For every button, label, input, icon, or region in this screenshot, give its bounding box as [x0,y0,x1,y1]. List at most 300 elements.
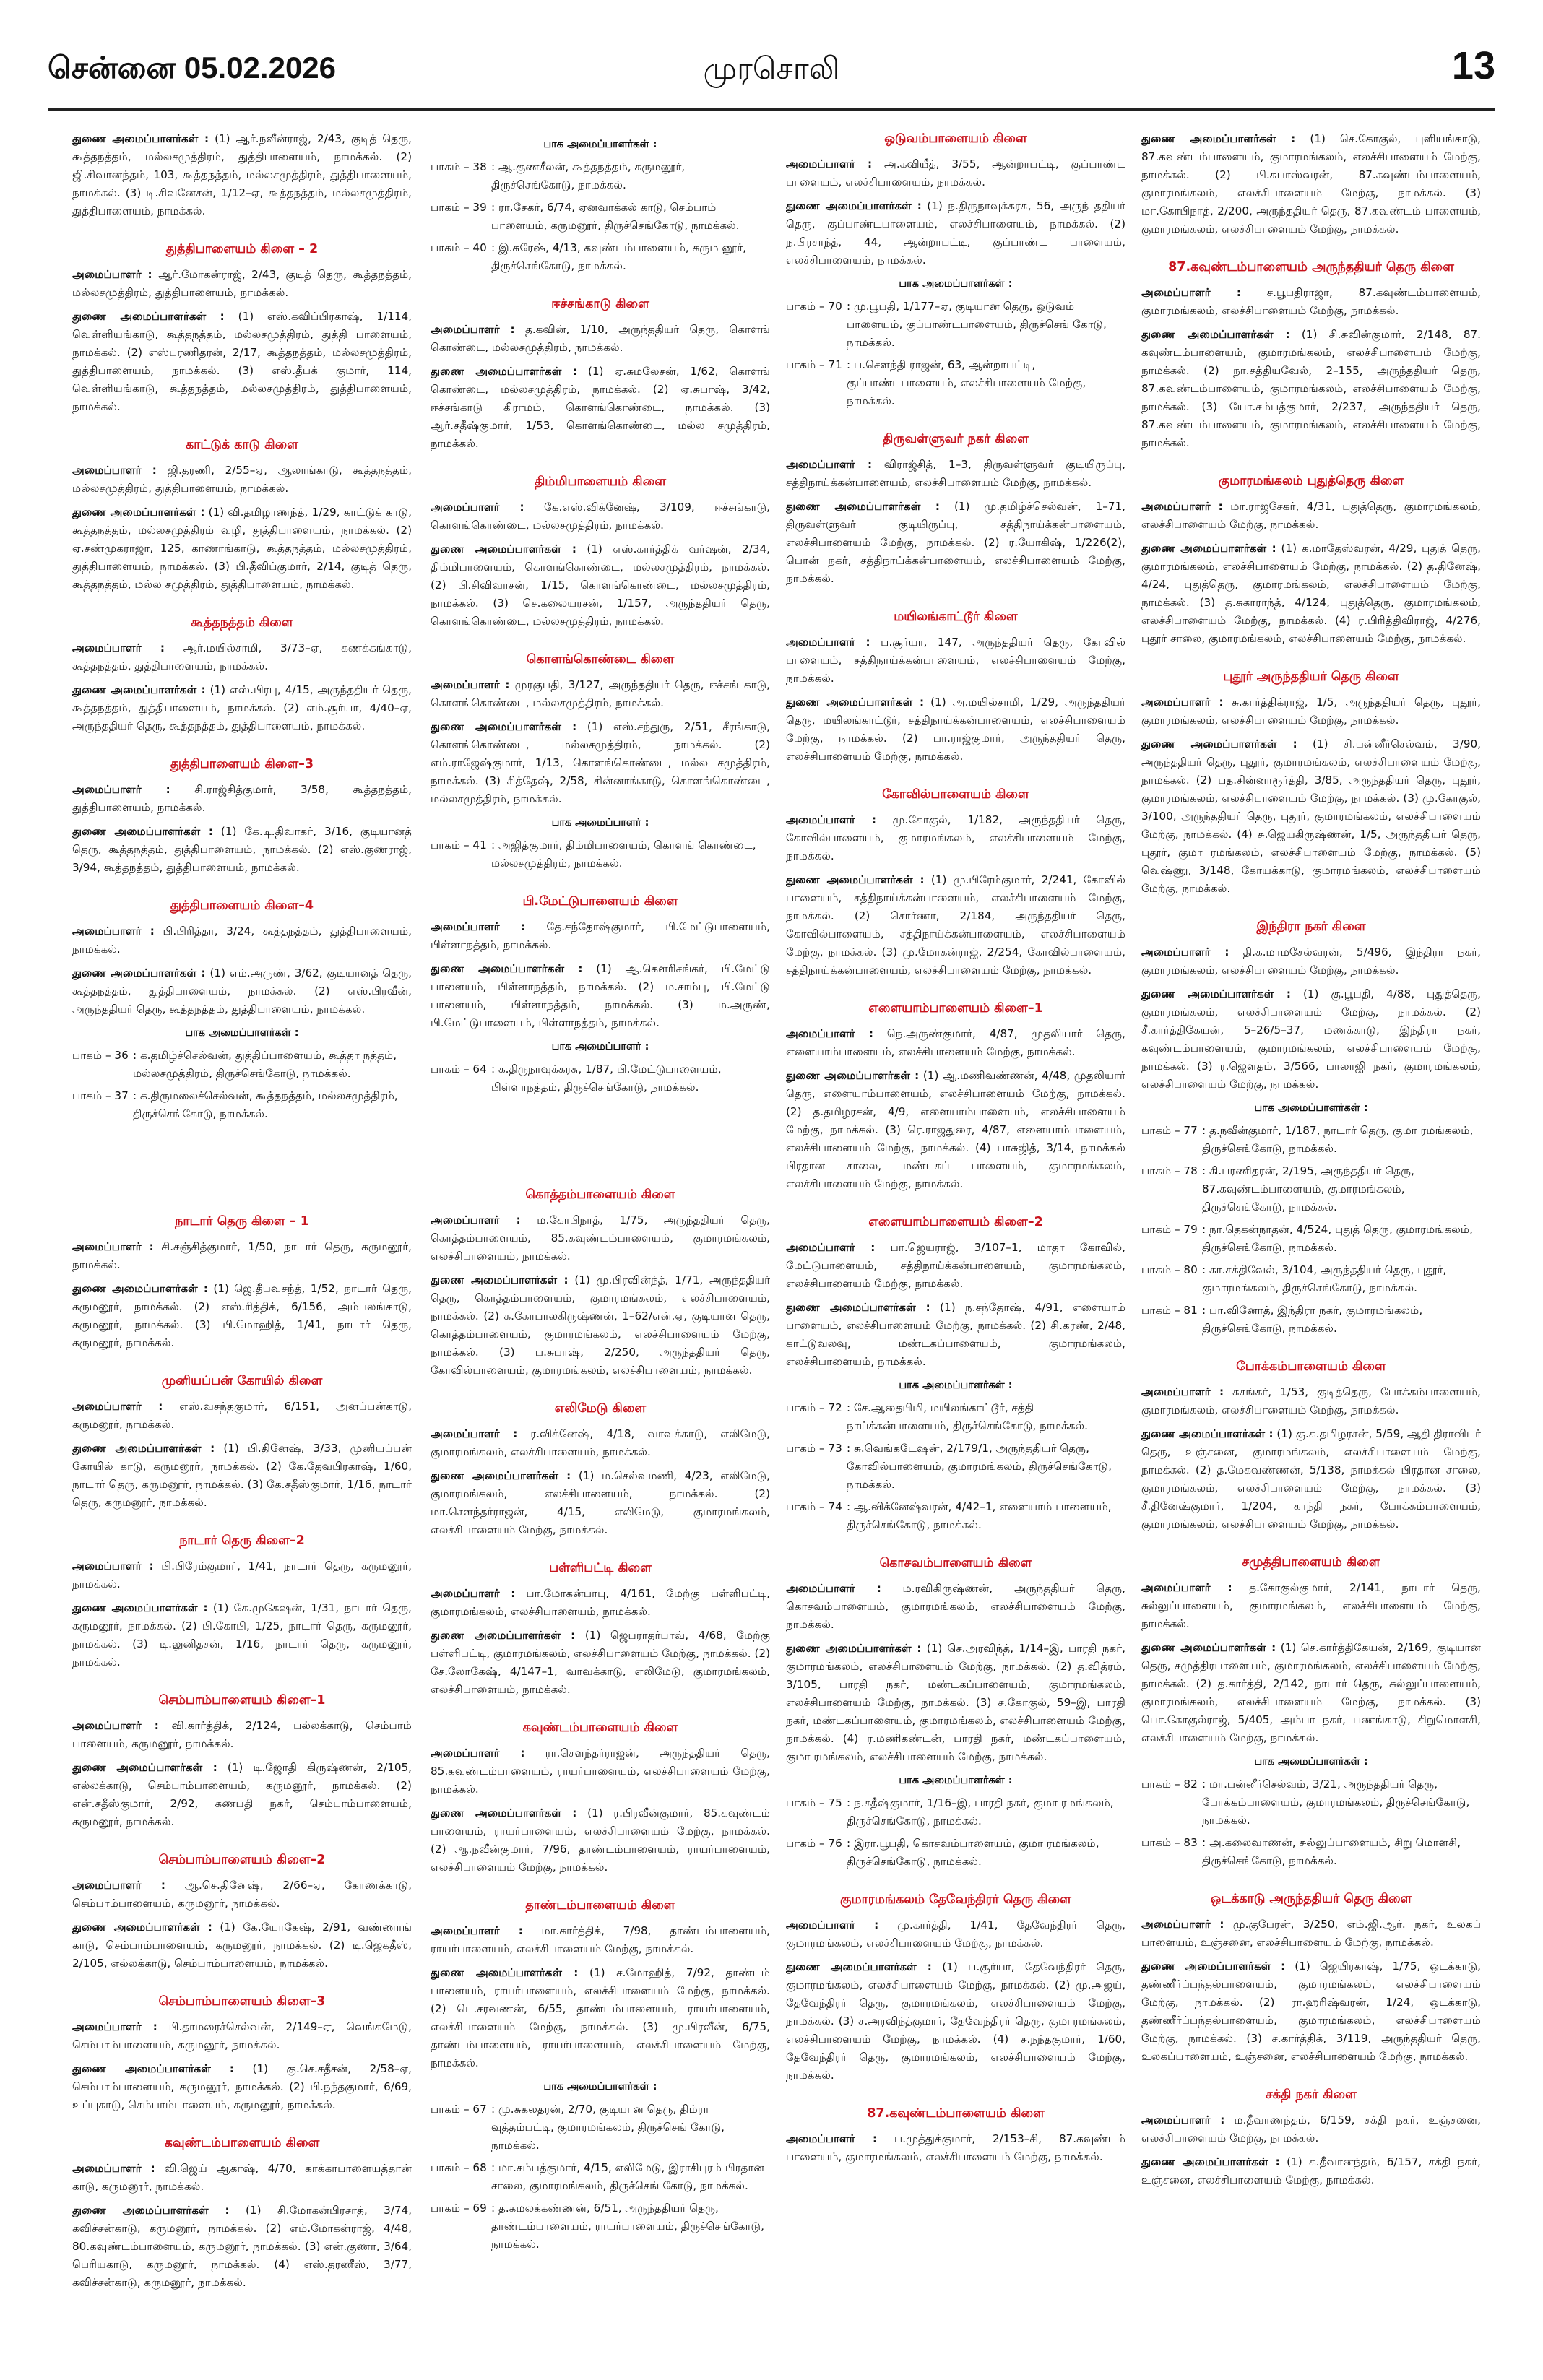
member-entry [786,693,1125,766]
booth-row [1141,1221,1481,1257]
member-entry [1141,985,1481,1094]
member-details: ம.கோபிநாத், 1/75, அருந்ததியர் தெரு, கொத்தம்பாளையம், 85.கவுண்டம்பாளையம், குமாரமங்கலம், எலச்சிபாளையம், நாமக்கல். [431,1213,770,1263]
member-entry [786,498,1125,588]
member-entry [431,1211,770,1265]
role-label: அமைப்பாளர் : [786,157,873,170]
member-details: (1) கு.க.தமிழரசன், 5/59, ஆதி திராவிடர் தெரு, உஞ்சனை, குமாரமங்கலம், எலச்சிபாளையம் மேற்கு, நாமக்கல். (2) த.மேகவண்ணன், 5/138, நாமக்கல் பிரதான சாலை, குமாரமங்கலம், எலச்சிபாளையம் மேற்கு, நாமக்கல். (3) சீ.தினேஷ்குமார், 1/204, காந்தி நகர், போக்கம்பாளையம், குமாரமங்கலம், எலச்சிபாளையம் மேற்கு, நாமக்கல். [1141,1427,1481,1531]
member-entry [431,718,770,808]
branch-heading: துத்திபாளையம் கிளை – 2 [165,242,319,256]
booth-details: : ரா.சேகர், 6/74, ஏனவாக்கல் காடு, செம்பாம் பாளையம், கருமனூர், திருச்செங்கோடு, நாமக்கல். [491,201,740,232]
member-entry [1141,498,1481,534]
member-details: (1) எஸ்.கவிப்பிரகாஷ், 1/114, வெள்ளியங்காடு, கூத்தநத்தம், மல்லசமுத்திரம், துத்தி பாளையம், நாமக்கல். (2) எஸ்பரணிதரன், 2/17, கூத்தநத்தம், மல்லசமுத்திரம், துத்திபாளையம், நாமக்கல். (3) எஸ்.தீபக் குமார், 114, வெள்ளியங்காடு, கூத்தநத்தம், மல்லசமுத்திரம், துத்திபாளையம், நாமக்கல். [72,310,412,413]
booth-number: பாகம் – 41 [431,839,487,852]
role-label: துணை அமைப்பாளர்கள் : [1141,1960,1286,1973]
member-entry [786,456,1125,492]
role-label: அமைப்பாளர் : [1141,286,1241,299]
member-details: முரகுபதி, 3/127, அருந்ததியர் தெரு, ஈச்சங் காடு, கொளங்கொண்டை, மல்லசமுத்திரம், நாமக்கல். [431,678,770,709]
booth-number: பாகம் – 40 [431,241,487,254]
branch-heading: கொசவம்பாளையம் கிளை [879,1556,1032,1570]
member-entry [786,1958,1125,2085]
member-entry [1141,1957,1481,2066]
member-details: (1) எஸ்.பிரபு, 4/15, அருந்ததியர் தெரு, கூத்தநத்தம், துத்திபாளையம், நாமக்கல். (2) எம்.சூர்யா, 4/40–ஏ, அருந்ததியர் தெரு, கூத்தநத்தம், துத்திபாளையம், நாமக்கல். [72,683,412,732]
member-entry [72,781,412,817]
booth-row [786,1498,1125,1534]
header-divider [48,108,1495,111]
role-label: துணை அமைப்பாளர்கள் : [72,683,206,696]
role-label: அமைப்பாளர் : [431,1427,518,1440]
booth-number: பாகம் – 67 [431,2103,487,2116]
booth-row [431,239,770,275]
booth-details: : சு.வெங்கடேஷன், 2/179/1, அருந்ததியர் தெரு, கோவில்பாளையம், குமாரமங்கலம், திருச்செங்கோடு, நாமக்கல். [847,1442,1112,1491]
member-entry [72,1599,412,1671]
role-label: அமைப்பாளர் : [1141,945,1229,959]
member-details: அ.கவியீத், 3/55, ஆன்றாபட்டி, குப்பாண்ட பாளையம், எலச்சிபாளையம், நாமக்கல். [786,157,1125,189]
member-entry [786,197,1125,269]
member-entry [1141,1639,1481,1747]
member-entry [72,2060,412,2114]
role-label: அமைப்பாளர் : [786,1027,874,1040]
booth-row [431,2199,770,2254]
booth-number: பாகம் – 78 [1141,1164,1198,1177]
member-entry [72,1238,412,1274]
branch-heading: கவுண்டம்பாளையம் கிளை [522,1721,678,1735]
booth-row [431,158,770,194]
booth-number: பாகம் – 64 [431,1063,487,1076]
role-label: துணை அமைப்பாளர்கள் : [431,542,576,555]
role-label: துணை அமைப்பாளர்கள் : [72,1761,217,1774]
booth-number: பாகம் – 77 [1141,1124,1198,1137]
member-details: தி.க.மாமசேல்வரன், 5/496, இந்திரா நகர், குமாரமங்கலம், எலச்சிபாளையம் மேற்கு, நாமக்கல். [1141,945,1481,977]
booth-number: பாகம் – 73 [786,1442,842,1455]
member-entry [72,1759,412,1831]
booth-number: பாகம் – 80 [1141,1263,1198,1276]
member-details: (1) ம.செல்வமணி, 4/23, எலிமேடு, குமாரமங்கலம், எலச்சிபாளையம், நாமக்கல். (2) மா.சௌந்தர்ராஜன், 4/15, எலிமேடு, குமாரமங்கலம், எலச்சிபாளையம் மேற்கு, நாமக்கல். [431,1469,770,1536]
branch-heading: முனியப்பன் கோயில் கிளை [161,1374,323,1388]
member-details: மு.கோகுல், 1/182, அருந்ததியர் தெரு, கோவில்பாளையம், குமாரமங்கலம், எலச்சிபாளையம் மேற்கு, நாமக்கல். [786,813,1125,862]
member-details: வி.கார்த்திக், 2/124, பல்லக்காடு, செம்பாம் பாளையம், கருமனூர், நாமக்கல். [72,1719,412,1750]
role-label: அமைப்பாளர் : [1141,2113,1225,2126]
member-details: (1) செ.அரவிந்த், 1/14–இ, பாரதி நகர், குமாரமங்கலம், எலச்சிபாளையம் மேற்கு, நாமக்கல். (2) த.வித்ரம், 3/105, பாரதி நகர், மண்டகப்பாளையம், குமாரமங்கலம், எலச்சிபாளையம் மேற்கு, நாமக்கல். (3) ச.கோகுல், 59–இ, பாரதி நகர், மண்டகப்பாளையம், குமாரமங்கலம், எலச்சிபாளையம் மேற்கு, நாமக்கல். (4) ர.மணிகண்டன், பாரதி நகர், மண்டகப்பாளையம், குமா ரமங்கலம், எலச்சிபாளையம் மேற்கு, நாமக்கல். [786,1642,1125,1763]
branch-heading: பள்ளிபட்டி கிளை [549,1561,652,1575]
member-entry [72,964,412,1018]
booth-row [786,356,1125,410]
member-details: வி.ஜெய் ஆகாஷ், 4/70, காக்காபாளையத்தான் காடு, கருமனூர், நாமக்கல். [72,2162,412,2193]
role-label: அமைப்பாளர் : [431,920,526,933]
member-details: (1) ஜெபராதர்பாவ், 4/68, மேற்கு பள்ளிபட்டி, குமாரமங்கலம், எலச்சிபாளையம் மேற்கு, நாமக்கல். (2) சே.லோகேஷ், 4/147–1, வாவக்காடு, எலிமேடு, குமாரமங்கலம், எலச்சிபாளையம், நாமக்கல். [431,1629,770,1696]
branch-heading: காட்டுக் காடு கிளை [186,438,298,452]
member-details: ஜி.தரணி, 2/55–ஏ, ஆலாங்காடு, கூத்தநத்தம், மல்லசமுத்திரம், துத்திபாளையம், நாமக்கல். [72,464,412,495]
branch-heading: எளையாம்பாளையம் கிளை–1 [868,1001,1043,1016]
role-label: அமைப்பாளர் : [786,813,876,826]
role-label: அமைப்பாளர் : [1141,696,1224,709]
branch-heading: சக்தி நகர் கிளை [1266,2087,1357,2102]
role-label: துணை அமைப்பாளர்கள் : [786,1960,932,1973]
booth-details: : சே.ஆதைபிமி, மயிலங்காட்டூர், சத்தி நாய்க்கன்பாளையம், திருச்செங்கோடு, நாமக்கல். [847,1401,1088,1432]
edition-date: சென்னை 05.02.2026 [48,51,337,85]
subsection-label: பாக அமைப்பாளர் : [551,817,649,828]
member-entry [1141,1383,1481,1419]
role-label: அமைப்பாளர் : [431,1213,521,1226]
role-label: அமைப்பாளர் : [72,1719,159,1732]
role-label: துணை அமைப்பாளர்கள் : [1141,132,1296,145]
member-details: எஸ்.வசந்தகுமார், 6/151, அனப்பன்காடு, கருமனூர், நாமக்கல். [72,1400,412,1431]
member-details: த.கவின், 1/10, அருந்ததியர் தெரு, கொளங் கொண்டை, மல்லசமுத்திரம், நாமக்கல். [431,323,770,354]
role-label: அமைப்பாளர் : [72,1400,163,1413]
booth-details: : க.தமிழ்ச்செல்வன், துத்திப்பாளையம், கூத்தா நத்தம், மல்லசமுத்திரம், திருச்செங்கோடு, நாமக்கல். [133,1049,397,1080]
branch-heading: நாடார் தெரு கிளை–2 [179,1533,305,1548]
role-label: அமைப்பாளர் : [72,1559,154,1572]
member-entry [1141,284,1481,320]
role-label: துணை அமைப்பாளர்கள் : [786,500,940,513]
member-details: (1) மு.பிரேம்குமார், 2/241, கோவில் பாளையம், சத்திநாய்க்கன்பாளையம், எலச்சிபாளையம் மேற்கு, நாமக்கல். (2) சொர்ணா, 2/184, அருந்ததியர் தெரு, கோவில்பாளையம், சத்திநாய்க்கன்பாளையம், எலச்சிபாளையம் மேற்கு, நாமக்கல். (3) மு.மோகன்ராஜ், 2/254, கோவில்பாளையம், சத்திநாய்க்கன்பாளையம், எலச்சிபாளையம் மேற்கு, நாமக்கல். [786,873,1125,977]
booth-details: : த.நவீன்குமார், 1/187, நாடார் தெரு, குமா ரமங்கலம், திருச்செங்கோடு, நாமக்கல். [1202,1124,1474,1155]
member-entry [431,363,770,453]
member-details: சி.சஞ்சித்குமார், 1/50, நாடார் தெரு, கருமனூர், நாமக்கல். [72,1240,412,1271]
booth-number: பாகம் – 69 [431,2202,487,2215]
member-entry [431,1585,770,1621]
role-label: துணை அமைப்பாளர்கள் : [1141,2155,1280,2168]
member-entry [431,1425,770,1461]
role-label: துணை அமைப்பாளர்கள் : [72,2062,234,2075]
member-entry [72,2160,412,2196]
branch-heading: செம்பாம்பாளையம் கிளை–2 [158,1853,326,1867]
member-entry [786,155,1125,191]
branch-heading: மயிலங்காட்டூர் கிளை [894,610,1018,624]
role-label: அமைப்பாளர் : [1141,1385,1224,1398]
member-entry [72,639,412,675]
role-label: துணை அமைப்பாளர்கள் : [786,696,925,709]
branch-heading: கவுண்டம்பாளையம் கிளை [164,2136,320,2150]
member-details: (1) ப.சூர்யா, தேவேந்திரர் தெரு, குமாரமங்கலம், எலச்சிபாளையம் மேற்கு, நாமக்கல். (2) மு.அஜய், தேவேந்திரர் தெரு, குமாரமங்கலம், எலச்சிபாளையம் மேற்கு, நாமக்கல். (3) ச.அரவிந்த்குமார், தேவேந்திரர் தெரு, குமாரமங்கலம், எலச்சிபாளையம் மேற்கு, நாமக்கல். (4) ச.நந்தகுமார், 1/60, தேவேந்திரர் தெரு, குமாரமங்கலம், எலச்சிபாளையம் மேற்கு, நாமக்கல். [786,1960,1125,2082]
member-entry [431,918,770,954]
member-entry [1141,943,1481,979]
member-entry [72,1398,412,1434]
booth-number: பாகம் – 74 [786,1500,842,1513]
booth-details: : இ.சுரேஷ், 4/13, கவுண்டம்பாளையம், கரும னூர், திருச்செங்கோடு, நாமக்கல். [491,241,747,272]
member-entry [72,1557,412,1593]
member-details: (1) கு.செ.சதீசன், 2/58–ஏ, செம்பாம்பாளையம், கருமனூர், நாமக்கல். (2) பி.நந்தகுமார், 6/69, உப்புகாடு, செம்பாம்பாளையம், கருமனூர், நாமக்கல். [72,2062,412,2111]
member-details: (1) பி.தினேஷ், 3/33, முனியப்பன் கோயில் காடு, கருமனூர், நாமக்கல். (2) கே.தேவபிரகாஷ், 1/60, நாடார் தெரு, கருமனூர், நாமக்கல். (3) கே.சதீஸ்குமார், 1/16, நாடார் தெரு, கருமனூர், நாமக்கல். [72,1442,412,1509]
booth-row [786,1835,1125,1871]
role-label: துணை அமைப்பாளர்கள் : [431,962,583,975]
member-details: விராஜ்சித், 1–3, திருவள்ளுவர் குடியிருப்பு, சத்திநாய்க்கன்பாளையம், எலச்சிபாளையம் மேற்கு, நாமக்கல். [786,458,1125,489]
booth-details: : மா.பன்னீர்செல்வம், 3/21, அருந்ததியர் தெரு, போக்கம்பாளையம், குமாரமங்கலம், திருச்செங்கோடு, நாமக்கல். [1202,1778,1470,1827]
role-label: அமைப்பாளர் : [786,1241,876,1254]
role-label: துணை அமைப்பாளர்கள் : [72,1442,215,1455]
member-details: ஆர்.மோகன்ராஜ், 2/43, குடித் தெரு, கூத்தநத்தம், மல்லசமுத்திரம், துத்திபாளையம், நாமக்கல். [72,268,412,299]
booth-row [431,199,770,235]
member-details: பா.மோகன்பாபு, 4/161, மேற்கு பள்ளிபட்டி, குமாரமங்கலம், எலச்சிபாளையம், நாமக்கல். [431,1587,770,1618]
booth-number: பாகம் – 75 [786,1796,842,1809]
page-header [48,43,1495,94]
member-details: மா.கார்த்திக், 7/98, தாண்டம்பாளையம், ராயர்பாளையம், எலச்சிபாளையம் மேற்கு, நாமக்கல். [431,1924,770,1955]
booth-number: பாகம் – 71 [786,358,842,371]
booth-details: : இரா.பூபதி, கொசவம்பாளையம், குமா ரமங்கலம், திருச்செங்கோடு, நாமக்கல். [847,1837,1099,1868]
member-details: (1) ஆர்.நவீன்ராஜ், 2/43, குடித் தெரு, கூத்தநத்தம், மல்லசமுத்திரம், துத்திபாளையம், நாமக்கல். (2) ஜி.சிவானந்தம், 103, கூத்தநத்தம், மல்லசமுத்திரம், துத்திபாளையம், நாமக்கல். (3) டி.சிவனேசன், 1/12–ஏ, கூத்தநத்தம், மல்லசமுத்திரம், துத்திபாளையம், நாமக்கல். [72,132,412,217]
booth-details: : க.திருமலைச்செல்வன், கூத்தநத்தம், மல்லசமுத்திரம், திருச்செங்கோடு, நாமக்கல். [133,1089,398,1120]
subsection-label: பாக அமைப்பாளர்கள் : [899,1775,1013,1786]
role-label: துணை அமைப்பாளர்கள் : [431,1273,569,1286]
booth-number: பாகம் – 37 [72,1089,129,1102]
member-entry [72,1440,412,1512]
role-label: அமைப்பாளர் : [1141,500,1223,513]
branch-heading: பி.மேட்டுபாளையம் கிளை [522,894,678,909]
member-entry [1141,735,1481,898]
member-details: (1) செ.கோகுல், புளியங்காடு, 87.கவுண்டம்பாளையம், குமாரமங்கலம், எலச்சிபாளையம் மேற்கு, நாமக்கல். (2) பி.சுபாஸ்வரன், 87.கவுண்டம்பாளையம், குமாரமங்கலம், எலச்சிபாளையம் மேற்கு, நாமக்கல். (3) மா.கோபிநாத், 2/200, அருந்ததியர் தெரு, 87.கவுண்டம் பாளையம், குமாரமங்கலம், எலச்சிபாளையம் மேற்கு, நாமக்கல். [1141,132,1481,235]
member-details: ஆர்.மயில்சாமி, 3/73–ஏ, கணக்கங்காடு, கூத்தநத்தம், துத்திபாளையம், நாமக்கல். [72,641,412,672]
member-details: (1) க.மாதேஸ்வரன், 4/29, புதுத் தெரு, குமாரமங்கலம், எலச்சிபாளையம் மேற்கு, நாமக்கல். (2) த.தினேஷ், 4/24, புதுத்தெரு, குமாரமங்கலம், எலச்சிபாளையம் மேற்கு, நாமக்கல். (3) த.சுகாராந்த், 4/124, புதுத்தெரு, குமாரமங்கலம், எலச்சிபாளையம் மேற்கு, நாமக்கல். (4) ர.பிரித்திவிராஜ், 4/276, புதூர் சாலை, குமாரமங்கலம், எலச்சிபாளையம் மேற்கு, நாமக்கல். [1141,542,1481,645]
booth-row [431,836,770,873]
subsection-label: பாக அமைப்பாளர் : [551,1041,649,1052]
member-details: (1) ஜெயிரகாஷ், 1/75, ஒடக்காடு, தண்ணீர்ப்பந்தல்பாளையம், குமாரமங்கலம், எலச்சிபாளையம் மேற்கு, நாமக்கல். (2) ரா.ஹரிஷ்வரன், 1/24, ஒடக்காடு, தண்ணீர்ப்பந்தல்பாளையம், குமாரமங்கலம், எலச்சிபாளையம் மேற்கு, நாமக்கல். (3) ச.கார்த்திக், 3/119, அருந்ததியர் தெரு, உலகப்பாளையம், உஞ்சனை, எலச்சிபாளையம் மேற்கு, நாமக்கல். [1141,1960,1481,2063]
column-3 [786,130,1125,2362]
role-label: அமைப்பாளர் : [431,1747,525,1760]
role-label: அமைப்பாளர் : [431,678,510,691]
member-entry [431,498,770,535]
member-entry [72,308,412,416]
booth-number: பாகம் – 38 [431,160,487,173]
subsection-label: பாக அமைப்பாளர்கள் : [185,1027,299,1039]
booth-details: : ந.சதீஷ்குமார், 1/16–இ, பாரதி நகர், குமா ரமங்கலம், திருச்செங்கோடு, நாமக்கல். [847,1796,1114,1827]
booth-row [1141,1261,1481,1297]
member-details: கே.எஸ்.விக்னேஷ், 3/109, ஈச்சங்காடு, கொளங்கொண்டை, மல்லசமுத்திரம், நாமக்கல். [431,501,770,532]
member-details: (1) சி.மோகன்பிரசாத், 3/74, கவிச்சன்காடு, கருமனூர், நாமக்கல். (2) எம்.மோகன்ராஜ், 4/48, 80.கவுண்டம்பாளையம், கருமனூர், நாமக்கல். (3) என்.குணா, 3/64, பெரியகாடு, கருமனூர், நாமக்கல். (4) எஸ்.தரணீஸ், 3/77, கவிச்சன்காடு, கருமனூர், நாமக்கல். [72,2204,412,2289]
role-label: துணை அமைப்பாளர்கள் : [72,2204,230,2217]
member-details: (1) கே.யோகேஷ், 2/91, வண்ணாங் காடு, செம்பாம்பாளையம், கருமனூர், நாமக்கல். (2) டி.ஜெகதீஸ், 2/105, எல்லக்காடு, செம்பாம்பாளையம், நாமக்கல். [72,1921,412,1970]
member-details: ஆ.செ.தினேஷ், 2/66–ஏ, கோணக்காடு, செம்பாம்பாளையம், கருமனூர், நாமக்கல். [72,1879,412,1910]
role-label: துணை அமைப்பாளர்கள் : [786,1069,920,1082]
role-label: துணை அமைப்பாளர்கள் : [1141,1427,1274,1440]
member-details: சுசங்கர், 1/53, குடித்தெரு, போக்கம்பாளையம், குமாரமங்கலம், எலச்சிபாளையம் மேற்கு, நாமக்கல். [1141,1385,1481,1416]
member-details: (1) ஆ.கௌரிசங்கர், பி.மேட்டு பாளையம், பிள்ளாநத்தம், நாமக்கல். (2) ம.சாம்பு, பி.மேட்டு பாளையம், பிள்ளாநத்தம், நாமக்கல். (3) ம.அருண், பி.மேட்டுபாளையம், பிள்ளாநத்தம், நாமக்கல். [431,962,770,1029]
column-4 [1141,130,1481,2362]
role-label: அமைப்பாளர் : [431,1924,523,1937]
member-entry [72,1877,412,1913]
branch-heading: ஒடுவம்பாளையம் கிளை [884,131,1027,146]
member-details: (1) சி.சுவின்குமார், 2/148, 87. கவுண்டம்பாளையம், குமாரமங்கலம், எலச்சிபாளையம் மேற்கு, நாமக்கல். (2) நா.சத்தியவேல், 2–155, அருந்ததியர் தெரு, 87.கவுண்டம்பாளையம், குமாரமங்கலம், எலச்சிபாளையம் மேற்கு, நாமக்கல். (3) யோ.சம்பத்குமார், 2/237, அருந்ததியர் தெரு, 87.கவுண்டம்பாளையம், குமாரமங்கலம், எலச்சிபாளையம் மேற்கு, நாமக்கல். [1141,328,1481,449]
booth-row [786,1794,1125,1830]
member-entry [786,1580,1125,1634]
branch-heading: இந்திரா நகர் கிளை [1256,919,1366,934]
role-label: அமைப்பாளர் : [431,501,524,514]
booth-details: : த.கமலக்கண்ணன், 6/51, அருந்ததியர் தெரு, தாண்டம்பாளையம், ராயர்பாளையம், திருச்செங்கோடு, நாமக்கல். [491,2202,764,2251]
member-details: நெ.அருண்குமார், 4/87, முதலியார் தெரு, எளையாம்பாளையம், எலச்சிபாளையம் மேற்கு, நாமக்கல். [786,1027,1125,1058]
member-entry [786,1640,1125,1766]
member-entry [72,1280,412,1352]
role-label: துணை அமைப்பாளர்கள் : [1141,542,1276,555]
member-entry [72,266,412,302]
subsection-label: பாக அமைப்பாளர்கள் : [1254,1756,1368,1767]
role-label: துணை அமைப்பாளர்கள் : [72,1282,208,1295]
column-gap [431,1101,770,1166]
role-label: துணை அமைப்பாளர்கள் : [431,1806,577,1819]
booth-number: பாகம் – 81 [1141,1304,1198,1317]
booth-row [431,2159,770,2195]
branch-heading: திம்மிபாளையம் கிளை [534,475,667,489]
booth-row [786,1440,1125,1494]
subsection-label: பாக அமைப்பாளர்கள் : [543,139,657,150]
booth-details: : கா.சக்திவேல், 3/104, அருந்ததியர் தெரு, புதூர், குமாரமங்கலம், திருச்செங்கோடு, நாமக்கல். [1202,1263,1447,1294]
role-label: துணை அமைப்பாளர்கள் : [1141,328,1290,341]
member-entry [1141,326,1481,452]
role-label: அமைப்பாளர் : [72,2162,155,2175]
member-details: (1) செ.கார்த்திகேயன், 2/169, குடியான தெரு, சமுத்திரபாளையம், குமாரமங்கலம், எலச்சிபாளையம் மேற்கு, நாமக்கல். (2) த.கார்த்தி, 2/142, நாடார் தெரு, சுல்லுப்பாளையம், குமாரமங்கலம், எலச்சிபாளையம் மேற்கு, நாமக்கல். (3) பொ.கோகுல்ராஜ், 5/405, அம்பா நகர், பணங்காடு, சிறுமொளசி, எலச்சிபாளையம் மேற்கு, நாமக்கல். [1141,1641,1481,1744]
member-details: (1) சி.பன்னீர்செல்வம், 3/90, அருந்ததியர் தெரு, புதூர், குமாரமங்கலம், எலச்சிபாளையம் மேற்கு, நாமக்கல். (2) பத.சின்னாரூர்த்தி, 3/85, அருந்ததியர் தெரு, புதூர், குமாரமங்கலம், எலச்சிபாளையம் மேற்கு, நாமக்கல். (3) மு.கோகுல், 3/100, அருந்ததியர் தெரு, புதூர், குமாரமங்கலம், எலச்சிபாளையம் மேற்கு, நாமக்கல். (4) சு.ஜெயகிருஷ்ணன், 1/5, அருந்ததியர் தெரு, புதூர், குமா ரமங்கலம், எலச்சிபாளையம் மேற்கு, நாமக்கல். (5) வெஷ்ணு, 3/148, கோயக்காடு, குமாரமங்கலம், எலச்சிபாளையம் மேற்கு, நாமக்கல். [1141,737,1481,895]
booth-number: பாகம் – 79 [1141,1223,1198,1236]
role-label: அமைப்பாளர் : [1141,1918,1224,1931]
branch-heading: கொத்தம்பாளையம் கிளை [525,1187,675,1202]
booth-row [72,1087,412,1123]
member-details: மு.கார்த்தி, 1/41, தேவேந்திரர் தெரு, குமாரமங்கலம், எலச்சிபாளையம் மேற்கு, நாமக்கல். [786,1918,1125,1950]
branch-heading: புதூர் அருந்ததியர் தெரு கிளை [1223,670,1399,684]
member-details: ச.பூபதிராஜா, 87.கவுண்டம்பாளையம், குமாரமங்கலம், எலச்சிபாளையம் மேற்கு, நாமக்கல். [1141,286,1481,317]
booth-row [786,1399,1125,1435]
branch-heading: 87.கவுண்டம்பாளையம் அருந்ததியர் தெரு கிளை [1168,260,1454,274]
member-details: தே.சந்தோஷ்குமார், பி.மேட்டுபாளையம், பிள்ளாநத்தம், நாமக்கல். [431,920,770,951]
booth-number: பாகம் – 72 [786,1401,842,1414]
branch-heading: துத்திபாளையம் கிளை–4 [170,899,314,913]
member-details: (1) ந.சந்தோஷ், 4/91, எளையாம் பாளையம், எலச்சிபாளையம் மேற்கு, நாமக்கல். (2) சி.கரண், 2/48, காட்டுவலவு, மண்டகப்பாளையம், குமாரமங்கலம், எலச்சிபாளையம், நாமக்கல். [786,1301,1125,1368]
page-number: 13 [1451,44,1495,87]
branch-heading: 87.கவுண்டம்பாளையம் கிளை [867,2106,1045,2121]
member-details: சி.ராஜ்சித்குமார், 3/58, கூத்தநத்தம், துத்திபாளையம், நாமக்கல். [72,783,412,814]
subsection-label: பாக அமைப்பாளர்கள் : [899,1380,1013,1391]
member-details: (1) எம்.அருண், 3/62, குடியானத் தெரு, கூத்தநத்தம், துத்திபாளையம், நாமக்கல். (2) எஸ்.பிரவீன், அருந்ததியர் தெரு, கூத்தநத்தம், துத்திபாளையம், நாமக்கல். [72,966,412,1016]
role-label: அமைப்பாளர் : [72,268,152,281]
member-details: (1) ஏ.சுமலேசன், 1/62, கொளங் கொண்டை, மல்லசமுத்திரம், நாமக்கல். (2) ஏ.சுபாஷ், 3/42, ஈச்சங்காடு கிராமம், கொளங்கொண்டை, நாமக்கல். (3) ஆர்.சதீஷ்குமார், 1/53, கொளங்கொண்டை, மல்ல சமுத்திரம், நாமக்கல். [431,365,770,450]
booth-row [72,1047,412,1083]
branch-heading: சமுத்திபாளையம் கிளை [1242,1555,1380,1570]
role-label: அமைப்பாளர் : [72,1240,154,1253]
booth-row [431,2100,770,2155]
member-details: பா.ஜெயராஜ், 3/107–1, மாதா கோவில், மேட்டுபாளையம், சத்திநாய்க்கன்பாளையம், குமாரமங்கலம், எலச்சிபாளையம் மேற்கு, நாமக்கல். [786,1241,1125,1290]
booth-details: : அ.கலைவாணன், சுல்லுப்பாளையம், சிறு மொளசி, திருச்செங்கோடு, நாமக்கல். [1202,1836,1461,1867]
member-entry [1141,2111,1481,2147]
role-label: துணை அமைப்பாளர்கள் : [1141,737,1297,750]
member-entry [431,1922,770,1958]
booth-details: : மா.சம்பத்குமார், 4/15, எலிமேடு, இராசிபுரம் பிரதான சாலை, குமாரமங்கலம், திருச்செங் கோடு, நாமக்கல். [491,2161,765,2192]
member-details: ர.விக்னேஷ், 4/18, வாவக்காடு, எலிமேடு, குமாரமங்கலம், எலச்சிபாளையம், நாமக்கல். [431,1427,770,1458]
role-label: துணை அமைப்பாளர்கள் : [431,1629,576,1642]
role-label: துணை அமைப்பாளர்கள் : [72,966,206,979]
member-details: (1) ஆ.மணிவண்ணன், 4/48, முதலியார் தெரு, எளையாம்பாளையம், எலச்சிபாளையம் மேற்கு, நாமக்கல். (2) த.தமிழரசன், 4/9, எளையாம்பாளையம், எலச்சிபாளையம் மேற்கு, நாமக்கல். (3) ரெ.ராஜதுரை, 4/87, எளையாம்பாளையம், எலச்சிபாளையம் மேற்கு, நாமக்கல். (4) பாசுஜித், 3/14, நாமக்கல் பிரதான சாலை, மண்டகப் பாளையம், குமாரமங்கலம், எலச்சிபாளையம் மேற்கு, நாமக்கல். [786,1069,1125,1190]
member-details: (1) வி.தமிழாணந்த், 1/29, காட்டுக் காடு, கூத்தநத்தம், மல்லசமுத்திரம் வழி, துத்திபாளையம், நாமக்கல். (2) ஏ.சண்முகராஜா, 125, காணாங்காடு, கூத்தநத்தம், மல்லசமுத்திரம், துத்திபாளையம், நாமக்கல். (3) பி.தீவிப்குமார், 2/14, குடித் தெரு, கூத்தநத்தம், மல்ல சமுத்திரம், துத்திபாளையம், நாமக்கல். [72,506,412,591]
member-details: (1) ஜெ.தீபவசந்த், 1/52, நாடார் தெரு, கருமனூர், நாமக்கல். (2) எஸ்.ரித்திக், 6/156, அம்பலங்காடு, கருமனூர், நாமக்கல். (3) பி.மோஹித், 1/41, நாடார் தெரு, கருமனூர், நாமக்கல். [72,1282,412,1349]
branch-heading: குமாரமங்கலம் தேவேந்திரர் தெரு கிளை [840,1892,1071,1907]
member-entry [1141,540,1481,648]
member-entry [786,1299,1125,1371]
branch-heading: போக்கம்பாளையம் கிளை [1236,1359,1386,1374]
column-gap [72,1128,412,1193]
member-entry [1141,1425,1481,1533]
member-details: (1) எஸ்.சந்துரு, 2/51, சீரங்காடு, கொளங்கொண்டை, மல்லசமுத்திரம், நாமக்கல். (2) எம்.ராஜேஷ்குமார், 1/13, கொளங்கொண்டை, மல்ல சமுத்திரம், நாமக்கல். (3) சித்தேஷ், 2/58, சின்னாங்காடு, கொளங்கொண்டை, மல்லசமுத்திரம், நாமக்கல். [431,720,770,805]
member-details: (1) க.தீவானந்தம், 6/157, சக்தி நகர், உஞ்சனை, எலச்சிபாளையம் மேற்கு, நாமக்கல். [1141,2155,1481,2186]
role-label: துணை அமைப்பாளர்கள் : [72,1601,208,1614]
member-entry [786,2130,1125,2166]
booth-row [786,298,1125,352]
member-details: (1) ந.திருநாவுக்கரசு, 56, அருந் ததியர் தெரு, குப்பாண்டபாளையம், எலச்சிபாளையம், நாமக்கல். (2) ந.பிரசாந்த், 44, ஆன்றாபட்டி, குப்பாண்ட பாளையம், எலச்சிபாளையம், நாமக்கல். [786,199,1125,267]
member-entry [1141,2153,1481,2189]
column-2 [431,130,770,2362]
member-entry [431,540,770,631]
member-entry [786,633,1125,688]
branch-heading: எலிமேடு கிளை [554,1401,647,1416]
member-details: (1) கே.டி.திவாகர், 3/16, குடியானத் தெரு, கூத்தநத்தம், துத்திபாளையம், நாமக்கல். (2) எஸ்.குணராஜ், 3/94, கூத்தநத்தம், துத்திபாளையம், நாமக்கல். [72,825,412,874]
booth-row [1141,1775,1481,1830]
role-label: அமைப்பாளர் : [786,636,870,649]
role-label: துணை அமைப்பாளர்கள் : [431,1966,579,1979]
member-details: ப.முத்துக்குமார், 2/153–சி, 87.கவுண்டம் பாளையம், குமாரமங்கலம், எலச்சிபாளையம் மேற்கு, நாமக்கல். [786,2132,1125,2163]
role-label: அமைப்பாளர் : [72,641,165,654]
role-label: அமைப்பாளர் : [786,458,873,471]
subsection-label: பாக அமைப்பாளர்கள் : [1254,1102,1368,1114]
member-entry [786,1239,1125,1293]
member-details: (1) டி.ஜோதி கிருஷ்ணன், 2/105, எல்லக்காடு, செம்பாம்பாளையம், கருமனூர், நாமக்கல். (2) என்.சதீஸ்குமார், 2/92, கணபதி நகர், செம்பாம்பாளையம், கருமனூர், நாமக்கல். [72,1761,412,1828]
booth-row [431,1060,770,1096]
role-label: துணை அமைப்பாளர்கள் : [431,1469,571,1482]
column-1 [72,130,412,2362]
booth-details: : மு.பூபதி, 1/177–ஏ, குடியான தெரு, ஒடுவம் பாளையம், குப்பாண்டபாளையம், திருச்செங் கோடு, நாமக்கல். [847,300,1107,349]
member-details: (1) எஸ்.கார்த்திக் வர்ஷன், 2/34, திம்மிபாளையம், கொளங்கொண்டை, மல்லசமுத்திரம், நாமக்கல். (2) பி.சிவிவாசன், 1/15, கொளங்கொண்டை, மல்லசமுத்திரம், நாமக்கல். (3) செ.கலையரசன், 1/157, அருந்ததியர் தெரு, கொளங்கொண்டை, மல்லசமுத்திரம், நாமக்கல். [431,542,770,628]
member-entry [786,1916,1125,1952]
member-entry [72,1918,412,1973]
role-label: அமைப்பாளர் : [72,2020,157,2033]
member-entry [1141,693,1481,730]
member-entry [1141,130,1481,238]
member-entry [431,1804,770,1877]
branch-heading: தாண்டம்பாளையம் கிளை [525,1898,675,1913]
role-label: துணை அமைப்பாளர்கள் : [72,825,213,838]
member-entry [72,823,412,877]
member-entry [431,1271,770,1380]
branch-heading: துத்திபாளையம் கிளை–3 [170,757,314,771]
role-label: அமைப்பாளர் : [431,323,515,336]
member-entry [72,503,412,594]
booth-details: : க.திருநாவுக்கரசு, 1/87, பி.மேட்டுபாளையம், பிள்ளாநத்தம், திருச்செங்கோடு, நாமக்கல். [491,1063,722,1094]
member-entry [72,2018,412,2054]
member-entry [431,321,770,357]
masthead-title: முரசொலி [703,51,840,86]
role-label: துணை அமைப்பாளர்கள் : [431,365,577,378]
member-details: ம.ரவிகிருஷ்ணன், அருந்ததியர் தெரு, கொசவம்பாளையம், குமாரமங்கலம், எலச்சிபாளையம் மேற்கு, நாமக்கல். [786,1582,1125,1631]
booth-details: : ஆ.விக்னேஷ்வரன், 4/42–1, எளையாம் பாளையம், திருச்செங்கோடு, நாமக்கல். [847,1500,1112,1531]
member-details: (1) அ.மயில்சாமி, 1/29, அருந்ததியர் தெரு, மயிலங்காட்டூர், சத்திநாய்க்கன்பாளையம், எலச்சிபாளையம் மேற்கு, நாமக்கல். (2) பா.ராஜ்குமார், அருந்ததியர் தெரு, எலச்சிபாளையம் மேற்கு, நாமக்கல். [786,696,1125,763]
member-details: (1) மு.பிரவின்ந்த், 1/71, அருந்ததியர் தெரு, கொத்தம்பாளையம், குமாரமங்கலம், எலச்சிபாளையம், நாமக்கல். (2) க.கோபாலகிருஷ்ணன், 1–62/என்.ஏ, குடியான தெரு, கொத்தம்பாளையம், குமாரமங்கலம், எலச்சிபாளையம் மேற்கு, நாமக்கல். (3) ப.சுபாஷ், 2/250, அருந்ததியர் தெரு, கோவில்பாளையம், குமாரமங்கலம், எலச்சிபாளையம், நாமக்கல். [431,1273,770,1377]
member-entry [431,960,770,1032]
booth-details: : கி.பரணிதரன், 2/195, அருந்ததியர் தெரு, 87.கவுண்டம்பாளையம், குமாரமங்கலம், திருச்செங்கோடு, நாமக்கல். [1202,1164,1414,1213]
booth-row [1141,1302,1481,1338]
booth-number: பாகம் – 39 [431,201,487,214]
member-entry [1141,1916,1481,1952]
role-label: அமைப்பாளர் : [1141,1581,1232,1594]
role-label: துணை அமைப்பாளர்கள் : [72,1921,212,1934]
booth-number: பாகம் – 83 [1141,1836,1198,1849]
member-details: (1) ச.மோஹித், 7/92, தாண்டம் பாளையம், ராயர்பாளையம், எலச்சிபாளையம் மேற்கு, நாமக்கல். (2) பெ.சரவணன், 6/55, தாண்டம்பாளையம், ராயர்பாளையம், எலச்சிபாளையம் மேற்கு, நாமக்கல். (3) மு.பிரவீன், 6/75, தாண்டம்பாளையம், ராயர்பாளையம், எலச்சிபாளையம் மேற்கு, நாமக்கல். [431,1966,770,2069]
role-label: துணை அமைப்பாளர்கள் : [1141,987,1291,1000]
role-label: துணை அமைப்பாளர்கள் : [431,720,577,733]
member-entry [72,681,412,735]
role-label: துணை அமைப்பாளர்கள் : [72,310,225,323]
booth-row [1141,1122,1481,1158]
booth-details: : பா.வினோத், இந்திரா நகர், குமாரமங்கலம், திருச்செங்கோடு, நாமக்கல். [1202,1304,1423,1335]
role-label: அமைப்பாளர் : [786,1918,879,1931]
branch-heading: ஒடக்காடு அருந்ததியர் தெரு கிளை [1210,1892,1412,1906]
booth-details: : நா.தெகன்நாதன், 4/524, புதுத் தெரு, குமாரமங்கலம், திருச்செங்கோடு, நாமக்கல். [1202,1223,1473,1254]
role-label: துணை அமைப்பாளர்கள் : [1141,1641,1276,1654]
booth-number: பாகம் – 68 [431,2161,487,2174]
booth-number: பாகம் – 36 [72,1049,129,1062]
branch-heading: கோவில்பாளையம் கிளை [882,787,1029,802]
